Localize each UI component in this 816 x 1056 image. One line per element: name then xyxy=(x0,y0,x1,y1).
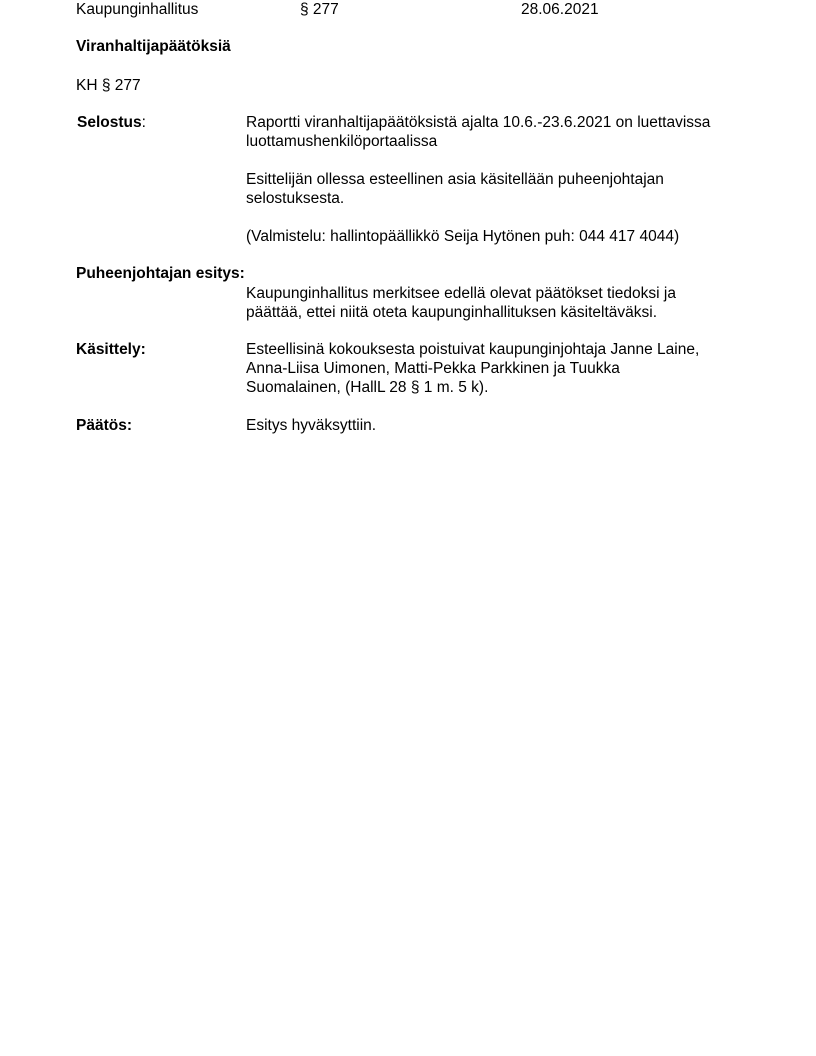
selostus-label-text: Selostus xyxy=(77,114,142,131)
text-line: Suomalainen, (HallL 28 § 1 m. 5 k). xyxy=(246,379,489,396)
text-line: Kaupunginhallitus merkitsee edellä olevat päätökset tiedoksi ja xyxy=(246,285,676,302)
selostus-label-colon: : xyxy=(141,114,146,131)
selostus-paragraph-3 xyxy=(246,227,766,246)
paatos-text xyxy=(246,416,766,435)
document-title: Viranhaltijapäätöksiä xyxy=(76,38,231,55)
selostus-label xyxy=(77,113,146,132)
text-line: Esitys hyväksyttiin. xyxy=(246,417,377,434)
text-line: Esteellisinä kokouksesta poistuivat kaupunginjohtaja Janne Laine, xyxy=(246,341,700,358)
text-line: luottamushenkilöportaalissa xyxy=(246,133,438,150)
text-line: Esittelijän ollessa esteellinen asia käsitellään puheenjohtajan xyxy=(246,171,664,188)
header-organ: Kaupunginhallitus xyxy=(76,1,199,18)
header-section-number: § 277 xyxy=(300,1,339,18)
kasittely-text xyxy=(246,340,766,397)
esitys-text xyxy=(246,284,766,322)
esitys-label: Puheenjohtajan esitys: xyxy=(76,265,245,282)
text-line: selostuksesta. xyxy=(246,190,345,207)
header-date: 28.06.2021 xyxy=(521,1,599,18)
text-line: päättää, ettei niitä oteta kaupunginhallituksen käsiteltäväksi. xyxy=(246,304,658,321)
text-line: Anna-Liisa Uimonen, Matti-Pekka Parkkinen ja Tuukka xyxy=(246,360,620,377)
text-line: Raportti viranhaltijapäätöksistä ajalta 10.6.-23.6.2021 on luettavissa xyxy=(246,114,711,131)
selostus-paragraph-1 xyxy=(246,113,766,151)
kasittely-label: Käsittely: xyxy=(76,341,146,358)
paatos-label: Päätös: xyxy=(76,417,132,434)
text-line: (Valmistelu: hallintopäällikkö Seija Hytönen puh: 044 417 4044) xyxy=(246,228,680,245)
section-reference: KH § 277 xyxy=(76,77,141,94)
selostus-paragraph-2 xyxy=(246,170,766,208)
